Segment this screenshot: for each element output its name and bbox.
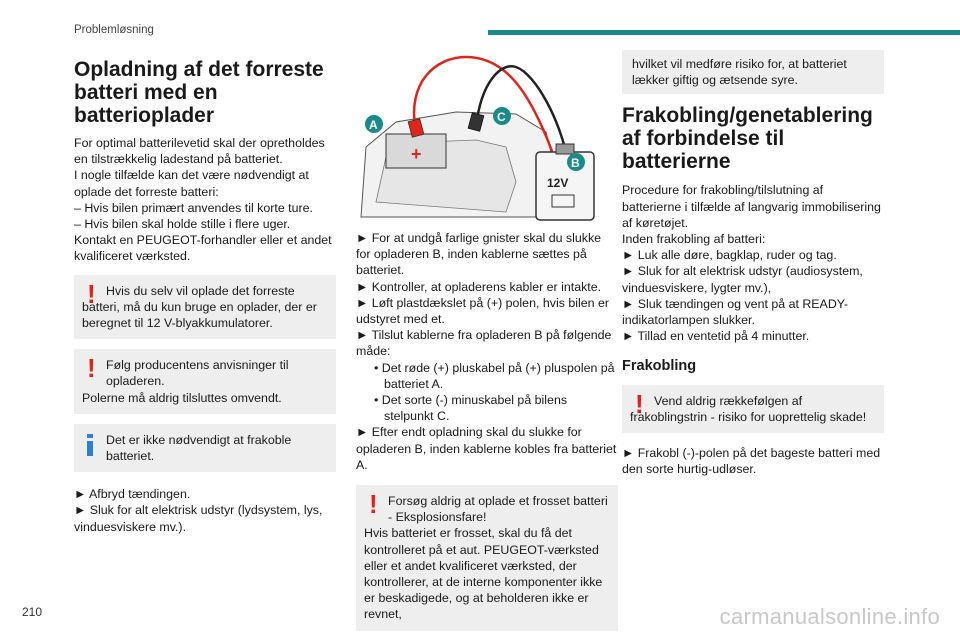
svg-text:+: + [411, 144, 422, 164]
charger-voltage-label: 12V [547, 176, 569, 190]
label-b: B [571, 156, 580, 170]
step: ► Kontroller, at opladerens kabler er intakte. [356, 279, 602, 294]
warning-text: Polerne må aldrig tilsluttes omvendt. [82, 390, 282, 405]
step: ► Tilslut kablerne fra opladeren B på følgende måde: [356, 328, 612, 359]
battery-charger-illustration [356, 52, 618, 222]
substep: • Det røde (+) pluskabel på (+) pluspolen på batteriet A. [374, 360, 615, 391]
intro-line: ► Tillad en ventetid på 4 minutter. [622, 329, 810, 344]
intro-line: For optimal batterilevetid skal der opretholdes en tilstrækkelig ladestand på batteriet. [74, 136, 325, 167]
step: ► Løft plastdækslet på (+) polen, hvis bilen er udstyret med et. [356, 295, 609, 327]
section-title: Opladning af det forreste batteri med en batterioplader [74, 58, 324, 127]
info-box [74, 424, 336, 472]
step: ► For at undgå farlige gnister skal du slukke for opladeren B, inden kablerne sættes på batteriet. [356, 231, 602, 278]
column-2 [356, 230, 618, 641]
step: ► Afbryd tændingen. [74, 487, 191, 502]
warning-box [74, 349, 336, 414]
intro-line: I nogle tilfælde kan det være nødvendigt at oplade det forreste batteri: [74, 168, 309, 199]
warning-text: Hvis batteriet er frosset, skal du få det kontrolleret på et aut. PEUGEOT-værksted eller et andet kvalificeret værksted, der kontrollerer, at de interne komponenter ikke er beskadigede, og at beholderen ikke er revnet, [364, 526, 603, 622]
warning-text: Hvis du selv vil oplade det forreste batteri, må du kun bruge en oplader, der er beregnet til 12 V-blyakkumulatorer. [82, 283, 317, 331]
warning-text: Forsøg aldrig at oplade et frosset batteri - Eksplosionsfare! [388, 494, 608, 525]
section-title: Frakobling/genetablering af forbindelse til batterierne [622, 104, 873, 174]
warning-box [622, 385, 884, 433]
warning-icon: ! [369, 489, 378, 520]
step: ► Frakobl (-)-polen på det bageste batteri med den sorte hurtig-udløser. [622, 446, 881, 477]
warning-icon: ! [87, 353, 96, 384]
intro-line: ► Sluk for alt elektrisk udstyr (audiosystem, vinduesviskere, lygter mv.), [622, 264, 863, 295]
step: ► Sluk for alt elektrisk udstyr (lydsystem, lys, vinduesviskere mv.). [74, 503, 323, 534]
subsection-title: Frakobling [622, 358, 697, 375]
intro-line: ► Sluk tændingen og vent på at READY-indikatorlampen slukker. [622, 296, 849, 328]
warning-text: Vend aldrig rækkefølgen af frakoblingstrin - risiko for uoprettelig skade! [630, 393, 867, 424]
intro-line: Inden frakobling af batteri: [622, 232, 766, 247]
intro-line: Procedure for frakobling/tilslutning af batterierne i tilfælde af langvarig immobilisering af køretøjet. [622, 183, 881, 230]
warning-icon: ! [635, 388, 644, 419]
warning-box [74, 275, 336, 340]
column-1 [74, 58, 336, 535]
warning-text: Følg producentens anvisninger til opladeren. [106, 358, 289, 389]
intro-line: ► Luk alle døre, bagklap, ruder og tag. [622, 248, 837, 263]
warning-icon: ! [87, 278, 96, 309]
info-icon [87, 434, 93, 456]
intro-line: – Hvis bilen skal holde stille i flere uger. [74, 217, 291, 232]
label-c: C [497, 110, 506, 124]
label-a: A [369, 118, 378, 132]
intro-line: Kontakt en PEUGEOT-forhandler eller et andet kvalificeret værksted. [74, 233, 332, 264]
substep: • Det sorte (-) minuskabel på bilens stelpunkt C. [374, 393, 568, 424]
header-accent-bar [488, 30, 960, 35]
continued-box [622, 50, 884, 94]
intro-line: – Hvis bilen primært anvendes til korte ture. [74, 200, 313, 215]
warning-box [356, 485, 618, 631]
info-text: Det er ikke nødvendigt at frakoble batteriet. [106, 432, 292, 464]
watermark: carmanualsonline.info [719, 604, 940, 629]
page-number: 210 [22, 605, 43, 619]
continued-text: hvilket vil medføre risiko for, at batteriet lækker giftig og ætsende syre. [632, 57, 847, 88]
column-3 [622, 50, 884, 477]
section-header: Problemløsning [74, 24, 154, 36]
step: ► Efter endt opladning skal du slukke for opladeren B, inden kablerne kobles fra batteriet A. [356, 425, 617, 472]
